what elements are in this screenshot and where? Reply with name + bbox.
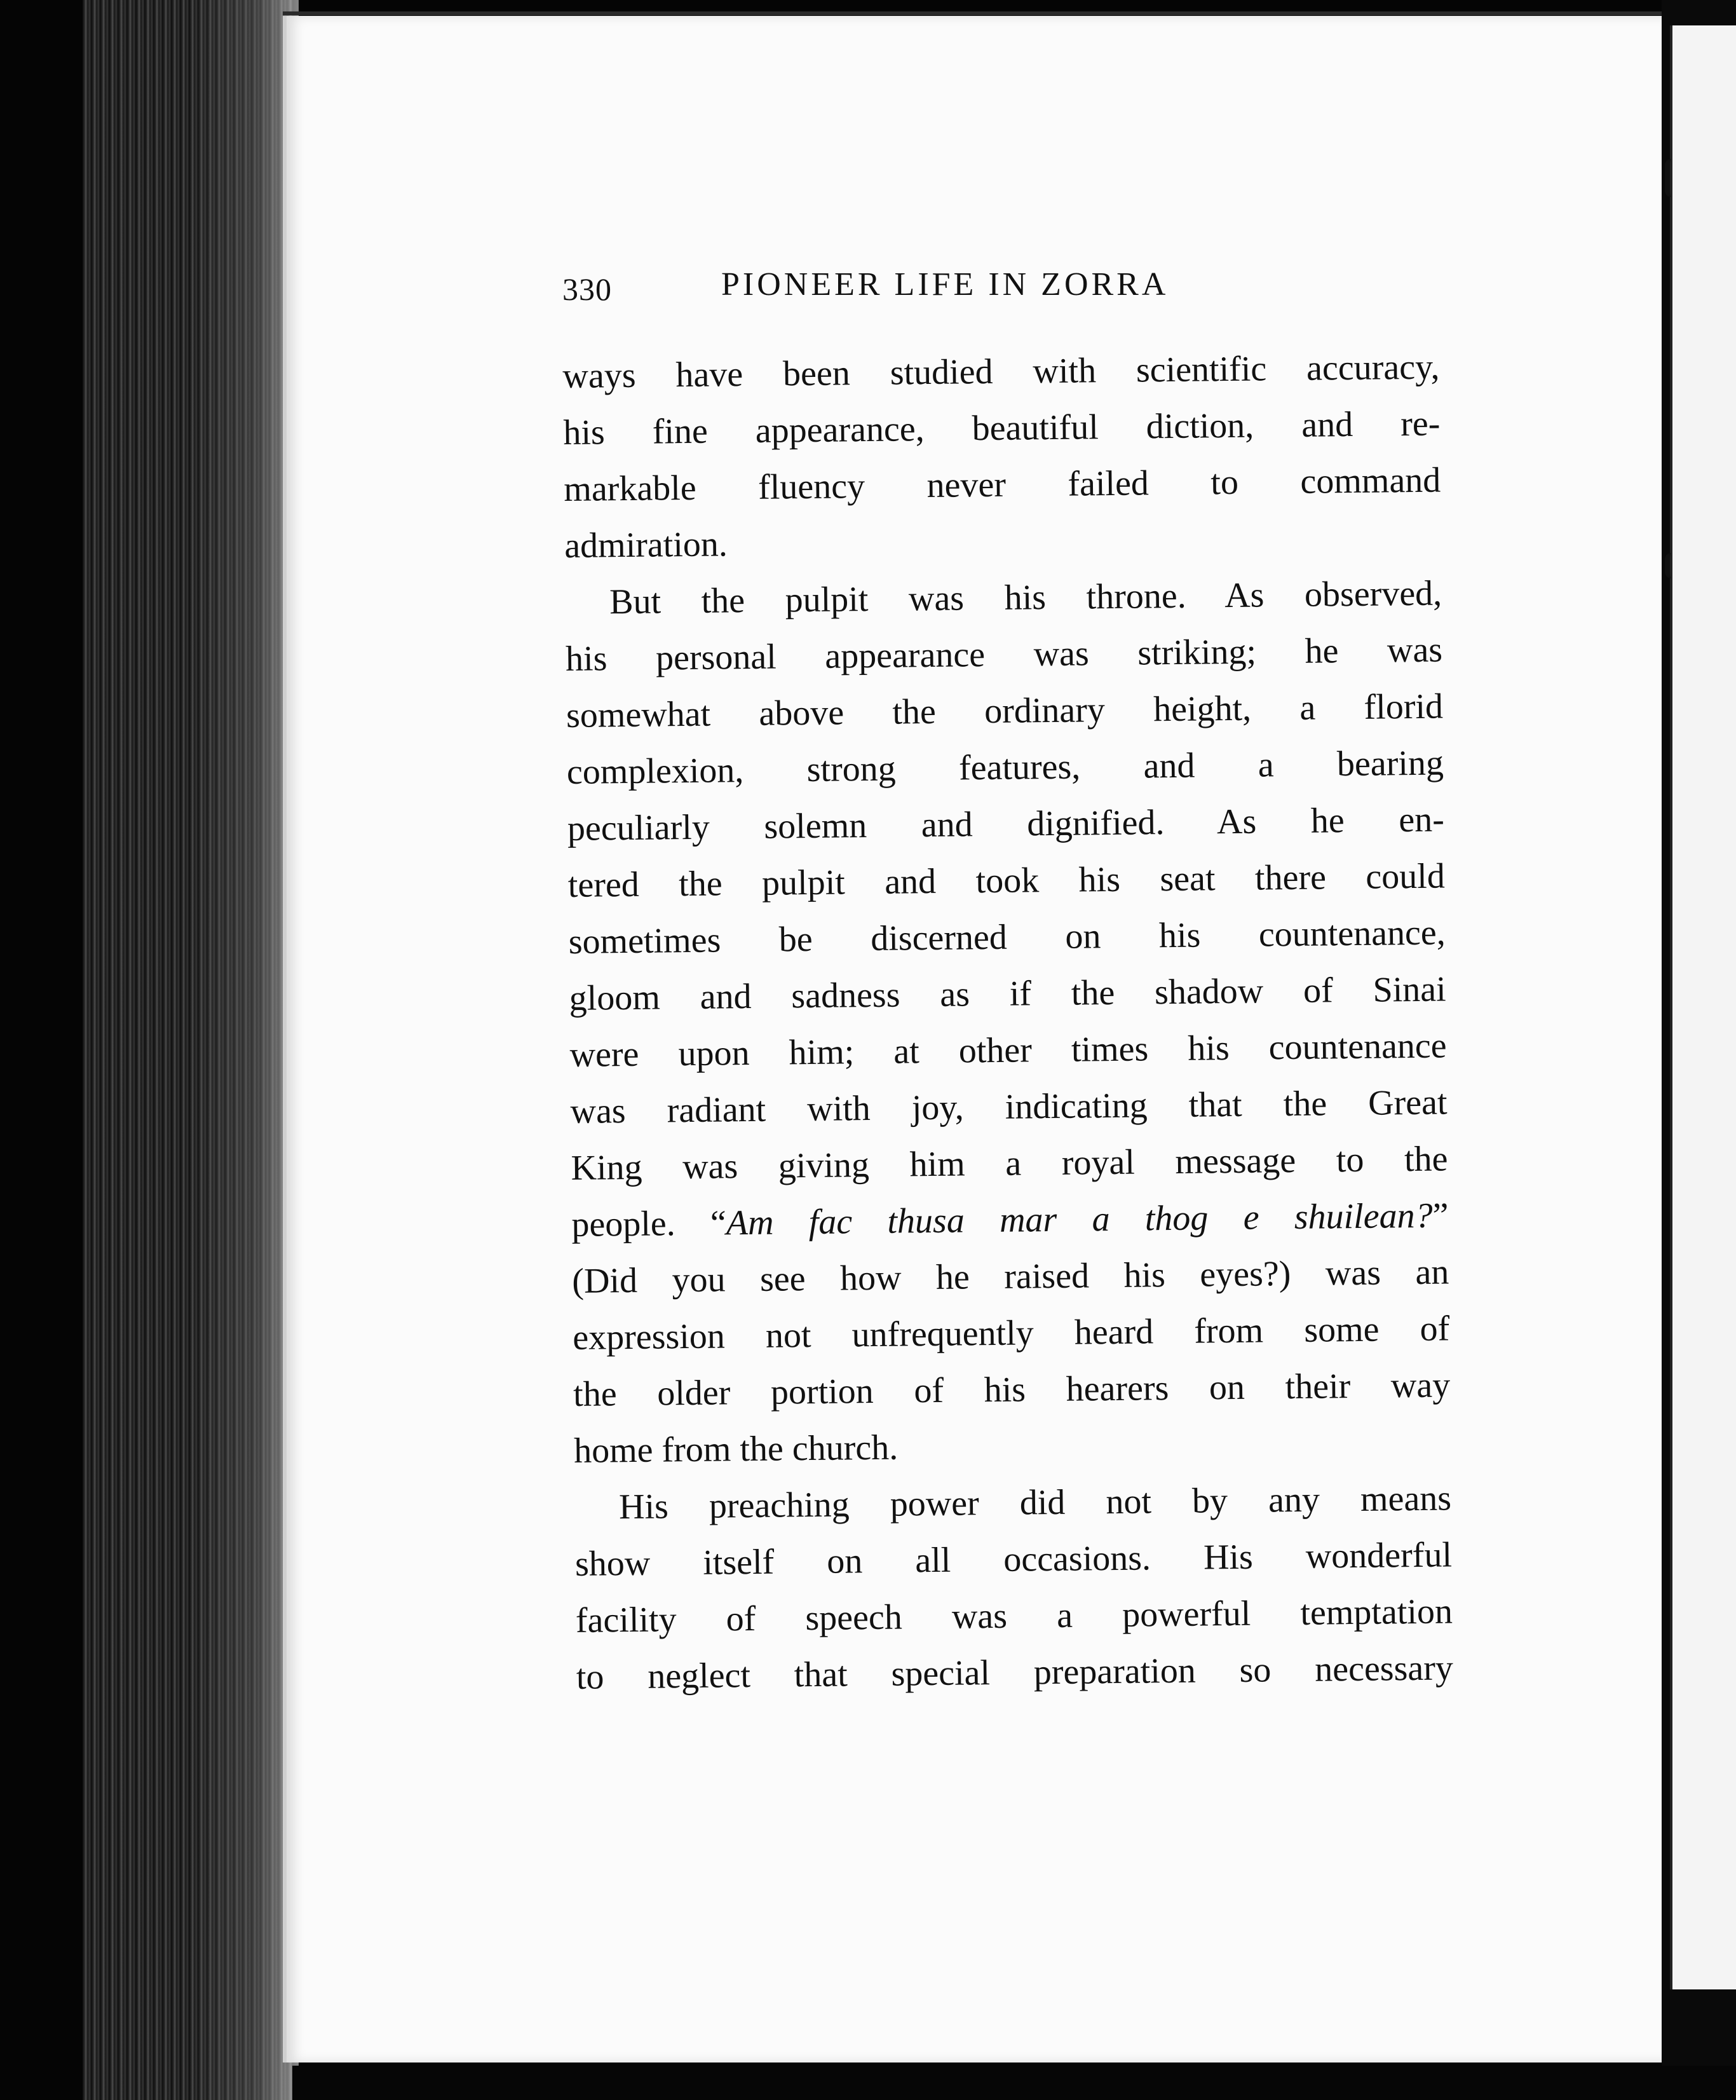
page-mark — [1665, 553, 1676, 578]
text-line: were upon him; at other times his countenance — [569, 1026, 1447, 1075]
facing-page-sliver — [1670, 25, 1736, 1989]
running-head: PIONEER LIFE IN ZORRA — [721, 266, 1169, 303]
text-line: home from the church. — [573, 1428, 899, 1471]
text-line: expression not unfrequently heard from some of — [572, 1309, 1450, 1358]
quote-close: ” — [1432, 1196, 1449, 1236]
text-line: to neglect that special preparation so necessary — [576, 1648, 1454, 1697]
text-line: His preaching power did not by any means — [618, 1478, 1452, 1527]
text-line: the older portion of his hearers on their way — [573, 1365, 1451, 1414]
quote-line — [571, 1187, 1449, 1253]
text-line: was radiant with joy, indicating that the Great — [570, 1082, 1448, 1131]
text-line: peculiarly solemn and dignified. As he en- — [567, 800, 1445, 849]
text-line: markable fluency never failed to command — [564, 460, 1441, 509]
text-line: complexion, strong features, and a bearing — [566, 743, 1444, 792]
text-line: King was giving him a royal message to the — [571, 1139, 1448, 1188]
text-line: somewhat above the ordinary height, a florid — [566, 686, 1444, 735]
text-line: his personal appearance was striking; he was — [565, 630, 1443, 679]
page-mark — [1665, 159, 1676, 197]
page-number: 330 — [562, 271, 612, 307]
text-line: facility of speech was a powerful temptation — [575, 1592, 1453, 1640]
quote-lead: people. “ — [571, 1203, 727, 1244]
text-line: sometimes be discerned on his countenance, — [568, 913, 1446, 962]
text-line: ways have been studied with scientific accuracy, — [562, 347, 1440, 396]
text-line: (Did you see how he raised his eyes?) was an — [572, 1252, 1449, 1301]
text-line: gloom and sadness as if the shadow of Sinai — [569, 969, 1446, 1018]
gaelic-quote: Am fac thusa mar a thog e shuilean? — [726, 1196, 1433, 1243]
text-line: show itself on all occasions. His wonderful — [574, 1535, 1453, 1584]
text-line: tered the pulpit and took his seat there could — [567, 856, 1446, 905]
scan-bottom-margin — [292, 2066, 1736, 2100]
text-line: But the pulpit was his throne. As observed, — [609, 573, 1442, 622]
text-line: his fine appearance, beautiful diction, and re- — [563, 404, 1441, 453]
page-top-edge — [283, 11, 1662, 15]
body-text — [562, 339, 1453, 1706]
page-header — [562, 266, 1261, 317]
text-line: admiration. — [564, 524, 728, 566]
